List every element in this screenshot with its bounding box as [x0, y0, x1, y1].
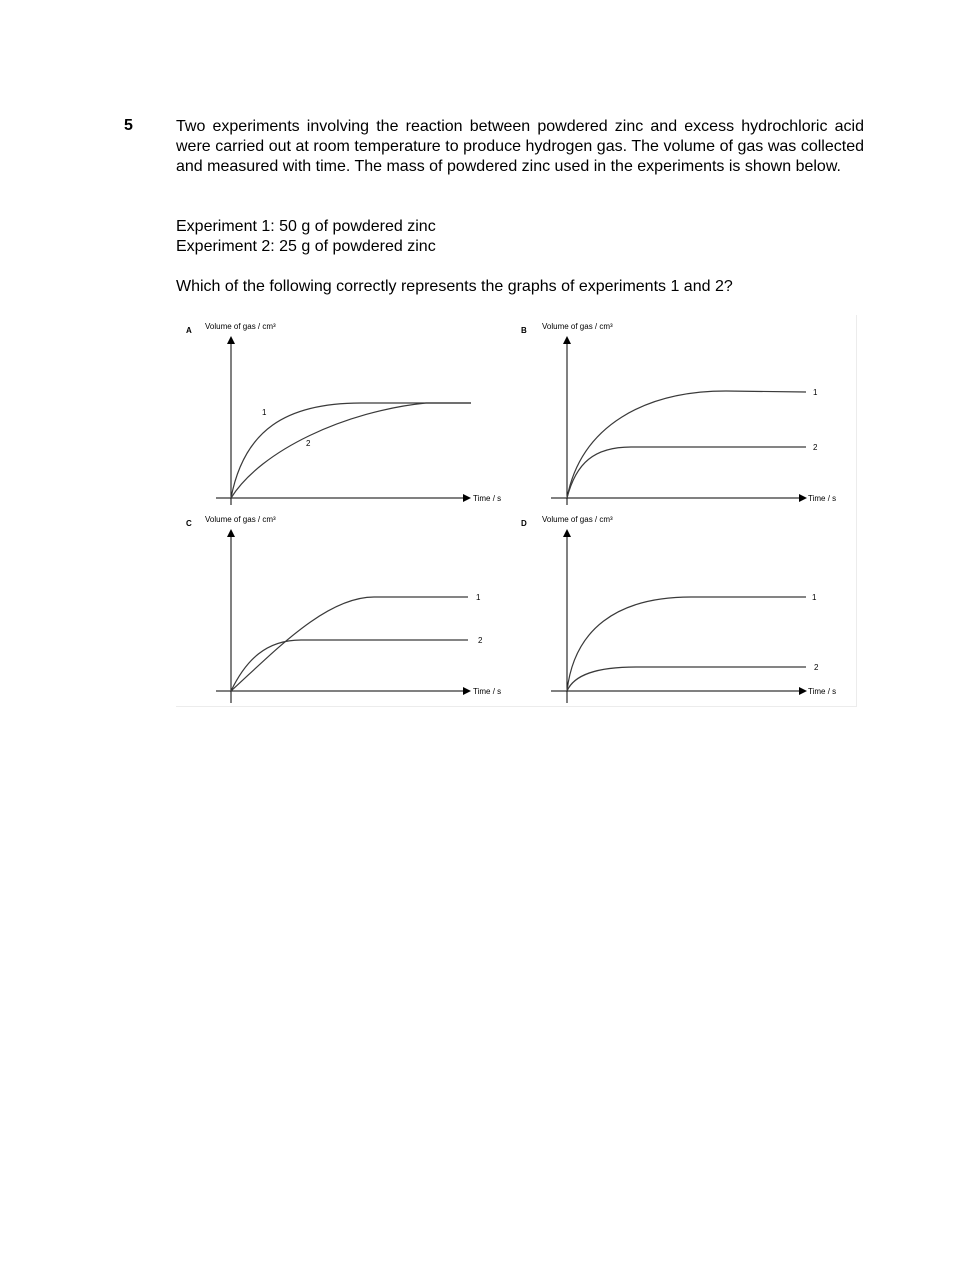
option-c-x-axis-label: Time / s: [473, 687, 502, 696]
option-c-letter: C: [186, 519, 192, 528]
option-b-graph[interactable]: [521, 322, 836, 505]
option-c-curve-2: [231, 640, 468, 691]
option-b-curve-2-label: 2: [813, 443, 818, 452]
option-a-curve-2: [231, 403, 471, 498]
option-d-curve-1: [567, 597, 806, 691]
option-a-curve-2-label: 2: [306, 439, 311, 448]
option-d-curve-1-label: 1: [812, 593, 817, 602]
option-d-letter: D: [521, 519, 527, 528]
option-d-x-axis-label: Time / s: [808, 687, 837, 696]
question-stem: Two experiments involving the reaction between powdered zinc and excess hydrochloric acid were carried out at room temperature to produce hydrogen gas. The volume of gas was collected and measured with time. The mass of powdered zinc used in the experiments is shown below.: [176, 118, 864, 175]
option-b-curve-2: [567, 447, 806, 498]
option-c-y-axis-label: Volume of gas / cm³: [205, 515, 276, 524]
question-number: 5: [124, 117, 133, 134]
option-a-y-axis-label: Volume of gas / cm³: [205, 322, 276, 331]
option-c-curve-2-label: 2: [478, 636, 483, 645]
option-d-y-axis-label: Volume of gas / cm³: [542, 515, 613, 524]
option-b-letter: B: [521, 326, 527, 335]
option-c-curve-1: [231, 597, 468, 691]
option-a-graph[interactable]: [186, 322, 501, 505]
option-b-x-axis-label: Time / s: [808, 494, 837, 503]
option-a-curve-1-label: 1: [262, 408, 267, 417]
option-d-graph[interactable]: [521, 515, 836, 703]
option-c-curve-1-label: 1: [476, 593, 481, 602]
option-a-letter: A: [186, 326, 192, 335]
option-d-curve-2: [567, 667, 806, 691]
question-prompt: Which of the following correctly represents the graphs of experiments 1 and 2?: [176, 278, 733, 295]
option-b-curve-1: [567, 391, 806, 498]
option-b-curve-1-label: 1: [813, 388, 818, 397]
answer-options-figure: [176, 315, 857, 707]
experiment-2-line: Experiment 2: 25 g of powdered zinc: [176, 238, 436, 255]
option-c-graph[interactable]: [186, 515, 501, 703]
option-a-curve-1: [231, 403, 471, 498]
option-d-curve-2-label: 2: [814, 663, 819, 672]
experiment-1-line: Experiment 1: 50 g of powdered zinc: [176, 218, 436, 235]
option-a-x-axis-label: Time / s: [473, 494, 502, 503]
option-b-y-axis-label: Volume of gas / cm³: [542, 322, 613, 331]
